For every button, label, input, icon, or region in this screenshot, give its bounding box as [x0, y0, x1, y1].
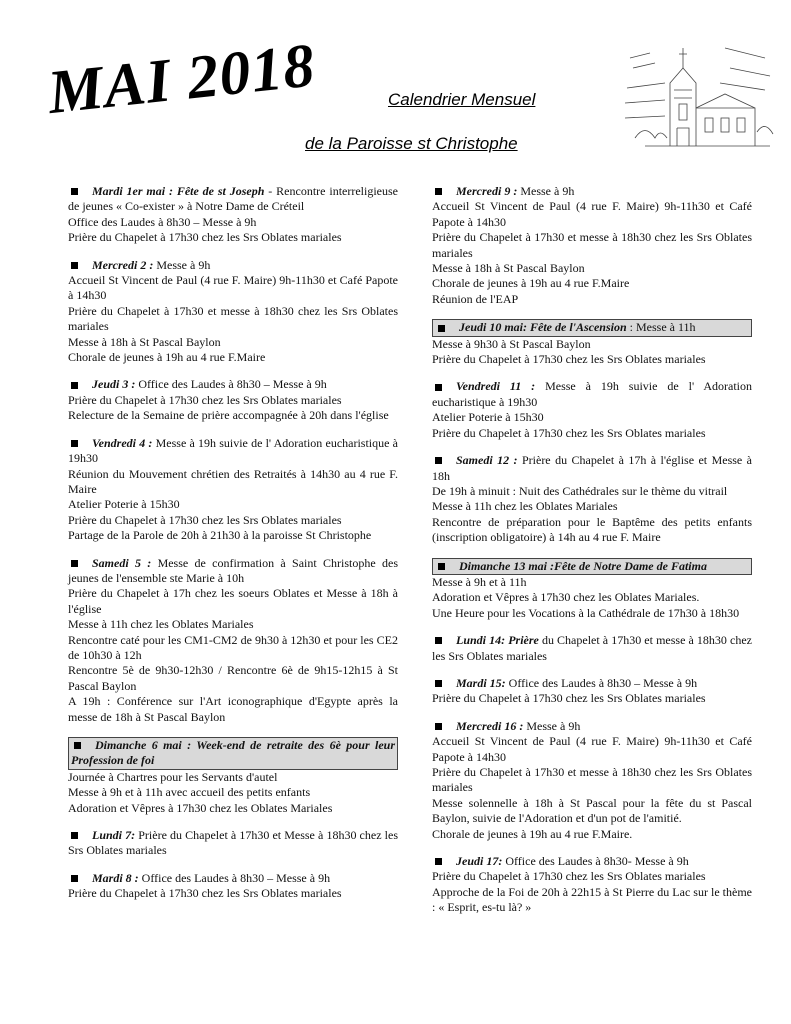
- calendar-entry: [432, 453, 752, 545]
- day-heading: [432, 184, 752, 199]
- calendar-entry: [432, 319, 752, 367]
- day-label: Mardi 15:: [456, 675, 506, 690]
- day-description: : Messe à 11h: [626, 320, 696, 335]
- event-line: Accueil St Vincent de Paul (4 rue F. Maire) 9h-11h30 et Café Papote à 14h30: [432, 199, 752, 229]
- day-heading: [432, 379, 752, 410]
- calendar-entry: [432, 633, 752, 664]
- event-line: Journée à Chartres pour les Servants d'autel: [68, 769, 278, 784]
- square-bullet-icon: [438, 563, 445, 570]
- day-heading: [432, 676, 752, 691]
- calendar-entry: [432, 558, 752, 622]
- calendar-entry: [68, 737, 398, 816]
- day-description: Office des Laudes à 8h30 – Messe à 9h: [138, 870, 331, 885]
- right-column: [432, 184, 752, 928]
- event-line: Prière du Chapelet à 17h30 chez les Srs Oblates mariales: [68, 512, 342, 527]
- day-description: Prière du Chapelet à 17h30 et Messe à 18h30 chez les Srs Oblates mariales: [68, 828, 398, 858]
- event-line: Adoration et Vêpres à 17h30 chez les Oblates Mariales.: [432, 590, 700, 605]
- event-line: Rencontre caté pour les CM1-CM2 de 9h30 à 12h30 et pour les CE2 de 10h30 à 12h: [68, 632, 398, 662]
- calendar-entry: [68, 556, 398, 725]
- day-description: Office des Laudes à 8h30- Messe à 9h: [502, 854, 689, 869]
- day-heading: [68, 377, 398, 392]
- event-line: Une Heure pour les Vocations à la Cathédrale de 17h30 à 18h30: [432, 605, 740, 620]
- day-label: Vendredi 4 :: [92, 435, 153, 450]
- square-bullet-icon: [438, 325, 445, 332]
- day-label: Samedi 12 :: [456, 453, 518, 468]
- month-title: MAI 2018: [44, 31, 319, 128]
- event-line: Réunion de l'EAP: [432, 291, 519, 306]
- highlighted-day-heading: [432, 319, 752, 336]
- event-line: Chorale de jeunes à 19h au 4 rue F.Maire: [68, 350, 266, 365]
- event-line: Adoration et Vêpres à 17h30 chez les Oblates Mariales: [68, 800, 333, 815]
- day-label: Mercredi 9 :: [456, 184, 518, 198]
- church-drawing-icon: [625, 28, 775, 148]
- event-line: Atelier Poterie à 15h30: [68, 497, 180, 512]
- day-heading: [432, 719, 752, 734]
- day-description: Messe de confirmation à Saint Christophe des jeunes de l'ensemble ste Marie à 10h: [68, 555, 398, 585]
- calendar-entry: [432, 184, 752, 307]
- day-heading: [68, 184, 398, 215]
- event-line: Messe à 11h chez les Oblates Mariales: [432, 499, 618, 514]
- event-line: Messe à 18h à St Pascal Baylon: [432, 261, 585, 276]
- calendar-subtitle: Calendrier Mensuel: [388, 90, 536, 109]
- event-line: Prière du Chapelet à 17h30 et messe à 18h30 chez les Srs Oblates mariales: [432, 230, 752, 260]
- square-bullet-icon: [435, 384, 442, 391]
- event-line: Messe à 11h chez les Oblates Mariales: [68, 617, 254, 632]
- event-line: Chorale de jeunes à 19h au 4 rue F.Maire.: [432, 826, 633, 841]
- day-label: Samedi 5 :: [92, 555, 152, 570]
- square-bullet-icon: [435, 723, 442, 730]
- event-line: Partage de la Parole de 20h à 21h30 à la paroisse St Christophe: [68, 528, 372, 543]
- day-label: Jeudi 17:: [456, 854, 503, 869]
- day-heading: [68, 258, 398, 273]
- left-column: [68, 184, 398, 914]
- day-heading: [432, 633, 752, 664]
- parish-subtitle: de la Paroisse st Christophe: [305, 134, 518, 153]
- event-line: Prière du Chapelet à 17h30 chez les Srs Oblates mariales: [432, 352, 706, 367]
- day-heading: [68, 828, 398, 859]
- event-line: De 19h à minuit : Nuit des Cathédrales sur le thème du vitrail: [432, 483, 728, 498]
- calendar-entry: [432, 854, 752, 916]
- event-line: Messe à 9h30 à St Pascal Baylon: [432, 336, 591, 351]
- event-line: Messe à 18h à St Pascal Baylon: [68, 334, 221, 349]
- day-label: Lundi 14: Prière: [456, 633, 539, 648]
- day-description: Messe à 19h suivie de l' Adoration eucharistique à 19h30: [68, 435, 398, 466]
- event-line: A 19h : Conférence sur l'Art iconographique d'Egypte après la messe de 18h à St Pascal Baylon: [68, 694, 398, 724]
- day-description: Office des Laudes à 8h30 – Messe à 9h: [505, 675, 698, 690]
- event-line: Messe à 9h et à 11h: [432, 574, 527, 589]
- calendar-entry: [432, 379, 752, 441]
- day-heading: [432, 453, 752, 484]
- event-line: Rencontre 5è de 9h30-12h30 / Rencontre 6è de 9h15-12h15 à St Pascal Baylon: [68, 663, 398, 693]
- square-bullet-icon: [435, 188, 442, 195]
- calendar-entry: [68, 828, 398, 859]
- day-label: Mercredi 16 :: [456, 718, 524, 733]
- day-label: Dimanche 13 mai :Fête de Notre Dame de Fatima: [459, 558, 707, 573]
- calendar-entry: [432, 719, 752, 842]
- event-line: Prière du Chapelet à 17h30 chez les Srs Oblates mariales: [68, 886, 342, 901]
- event-line: Prière du Chapelet à 17h30 et messe à 18h30 chez les Srs Oblates mariales: [432, 765, 752, 795]
- day-heading: [68, 871, 398, 886]
- square-bullet-icon: [435, 637, 442, 644]
- calendar-entry: [68, 184, 398, 246]
- square-bullet-icon: [71, 832, 78, 839]
- calendar-entry: [68, 258, 398, 366]
- event-line: Prière du Chapelet à 17h30 chez les Srs Oblates mariales: [432, 691, 706, 706]
- event-line: Prière du Chapelet à 17h30 chez les Srs Oblates mariales: [68, 392, 342, 407]
- event-line: Rencontre de préparation pour le Baptême des petits enfants (inscription obligatoire) à 14h au 4 rue F. Maire: [432, 514, 752, 545]
- highlighted-day-heading: [68, 737, 398, 770]
- square-bullet-icon: [71, 262, 78, 269]
- highlighted-day-heading: [432, 558, 752, 575]
- day-label: Jeudi 10 mai: Fête de l'Ascension: [459, 320, 627, 335]
- square-bullet-icon: [71, 440, 78, 447]
- day-description: Messe à 9h: [153, 257, 211, 272]
- day-heading: [68, 436, 398, 467]
- event-line: Accueil St Vincent de Paul (4 rue F. Maire) 9h-11h30 et Café Papote à 14h30: [432, 734, 752, 764]
- square-bullet-icon: [435, 457, 442, 464]
- event-line: Prière du Chapelet à 17h30 chez les Srs Oblates mariales: [432, 869, 706, 884]
- square-bullet-icon: [435, 858, 442, 865]
- day-label: Mardi 1er mai : Fête de st Joseph: [92, 184, 265, 198]
- event-line: Chorale de jeunes à 19h au 4 rue F.Maire: [432, 276, 630, 291]
- event-line: Relecture de la Semaine de prière accompagnée à 20h dans l'église: [68, 408, 389, 423]
- event-line: Prière du Chapelet à 17h30 chez les Srs Oblates mariales: [68, 230, 342, 245]
- day-heading: [68, 556, 398, 587]
- event-line: Approche de la Foi de 20h à 22h15 à St Pierre du Lac sur le thème : « Esprit, es-tu là? »: [432, 884, 752, 915]
- square-bullet-icon: [74, 742, 81, 749]
- event-line: Prière du Chapelet à 17h30 chez les Srs Oblates mariales: [432, 425, 706, 440]
- square-bullet-icon: [71, 875, 78, 882]
- day-label: Mardi 8 :: [92, 870, 139, 885]
- day-label: Mercredi 2 :: [92, 257, 154, 272]
- day-label: Dimanche 6 mai : Week-end de retraite des 6è pour leur Profession de foi: [71, 738, 395, 768]
- event-line: Prière du Chapelet à 17h chez les soeurs Oblates et Messe à 18h à l'église: [68, 586, 398, 616]
- day-description: - Rencontre interreligieuse de jeunes « Co-exister » à Notre Dame de Créteil: [68, 184, 398, 214]
- day-description: Messe à 19h suivie de l' Adoration eucharistique à 19h30: [432, 379, 753, 409]
- square-bullet-icon: [71, 560, 78, 567]
- calendar-entry: [68, 377, 398, 423]
- square-bullet-icon: [71, 382, 78, 389]
- day-description: Messe à 9h: [523, 718, 581, 733]
- event-line: Accueil St Vincent de Paul (4 rue F. Maire) 9h-11h30 et Café Papote à 14h30: [68, 273, 398, 303]
- square-bullet-icon: [71, 188, 78, 195]
- day-description: Office des Laudes à 8h30 – Messe à 9h: [135, 377, 327, 392]
- event-line: Réunion du Mouvement chrétien des Retraités à 14h30 au 4 rue F. Maire: [68, 466, 398, 496]
- day-label: Lundi 7:: [92, 828, 136, 843]
- event-line: Prière du Chapelet à 17h30 et messe à 18h30 chez les Srs Oblates mariales: [68, 303, 398, 334]
- calendar-entry: [68, 871, 398, 902]
- day-label: Jeudi 3 :: [92, 377, 136, 392]
- day-description: du Chapelet à 17h30 et messe à 18h30 chez les Srs Oblates mariales: [432, 633, 752, 663]
- day-description: Prière du Chapelet à 17h à l'église et Messe à 18h: [432, 453, 752, 483]
- event-line: Atelier Poterie à 15h30: [432, 410, 544, 425]
- day-label: Vendredi 11 :: [456, 379, 536, 394]
- event-line: Messe solennelle à 18h à St Pascal pour la fête du st Pascal Baylon, suivie de l'Adoration et d'un pot de l'amitié.: [432, 795, 752, 826]
- event-line: Messe à 9h et à 11h avec accueil des petits enfants: [68, 785, 311, 800]
- day-description: Messe à 9h: [517, 184, 575, 198]
- calendar-entry: [432, 676, 752, 707]
- day-heading: [432, 854, 752, 869]
- calendar-entry: [68, 436, 398, 544]
- square-bullet-icon: [435, 680, 442, 687]
- event-line: Office des Laudes à 8h30 – Messe à 9h: [68, 214, 257, 229]
